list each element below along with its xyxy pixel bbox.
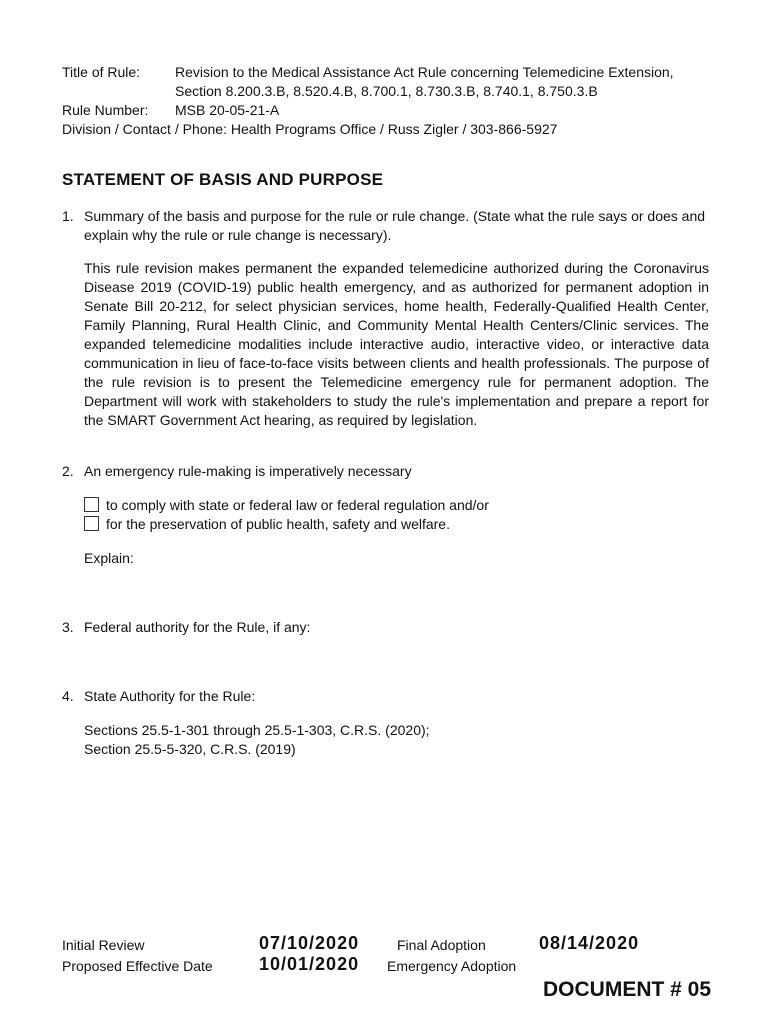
explain-label: Explain:: [84, 550, 134, 566]
initial-review-date: 07/10/2020: [259, 933, 360, 953]
option-public-health-label: for the preservation of public health, safety and welfare.: [106, 516, 450, 532]
item2-question: An emergency rule-making is imperatively necessary: [84, 463, 412, 479]
emergency-adoption-label: Emergency Adoption: [387, 958, 517, 974]
item3-number: 3.: [62, 619, 74, 635]
option-comply-law-label: to comply with state or federal law or federal regulation and/or: [106, 497, 489, 513]
section-title: STATEMENT OF BASIS AND PURPOSE: [62, 170, 384, 189]
final-adoption-label: Final Adoption: [397, 937, 486, 953]
title-of-rule-line1: Revision to the Medical Assistance Act Rule concerning Telemedicine Extension,: [175, 64, 674, 80]
final-adoption-date: 08/14/2020: [539, 933, 640, 953]
title-of-rule-label: Title of Rule:: [62, 64, 141, 80]
item1-number: 1.: [62, 208, 74, 224]
document-number: DOCUMENT # 05: [543, 978, 712, 1001]
division-contact: Division / Contact / Phone: Health Programs Office / Russ Zigler / 303-866-5927: [62, 121, 558, 137]
proposed-effective-date: 10/01/2020: [259, 954, 360, 974]
item4-question: State Authority for the Rule:: [84, 688, 256, 704]
public-health-checkbox[interactable]: [84, 516, 99, 531]
rule-number-value: MSB 20-05-21-A: [175, 102, 280, 118]
title-of-rule-line2: Section 8.200.3.B, 8.520.4.B, 8.700.1, 8.730.3.B, 8.740.1, 8.750.3.B: [175, 83, 598, 99]
state-authority-line2: Section 25.5-5-320, C.R.S. (2019): [84, 741, 296, 757]
proposed-effective-label: Proposed Effective Date: [62, 958, 213, 974]
item4-number: 4.: [62, 688, 74, 704]
item1-answer: This rule revision makes permanent the expanded telemedicine authorized during the Coronavirus Disease 2019 (COVID-19) public health emergency, and as authorized for permanent adoption in Senate Bill 20-212, for select physician services, home health, Federally-Qualified Health Center, Family Planning, Rural Health Clinic, and Community Mental Health Centers/Clinic services. The expanded telemedicine modalities include interactive audio, interactive video, or interactive data communication in lieu of face-to-face visits between clients and health professionals. The purpose of the rule revision is to present the Telemedicine emergency rule for permanent adoption. The Department will work with stakeholders to study the rule's implementation and prepare a report for the SMART Government Act hearing, as required by legislation.: [84, 260, 709, 428]
state-authority-line1: Sections 25.5-1-301 through 25.5-1-303, C.R.S. (2020);: [84, 722, 430, 738]
rule-number-label: Rule Number:: [62, 102, 149, 118]
initial-review-label: Initial Review: [62, 937, 145, 953]
item1-question: Summary of the basis and purpose for the rule or rule change. (State what the rule says or does and explain why the rule or rule change is necessary).: [84, 208, 706, 243]
option-public-health[interactable]: [84, 515, 450, 534]
item2-number: 2.: [62, 463, 74, 479]
comply-law-checkbox[interactable]: [84, 497, 99, 512]
item3-question: Federal authority for the Rule, if any:: [84, 619, 311, 635]
option-comply-law[interactable]: [84, 496, 489, 515]
